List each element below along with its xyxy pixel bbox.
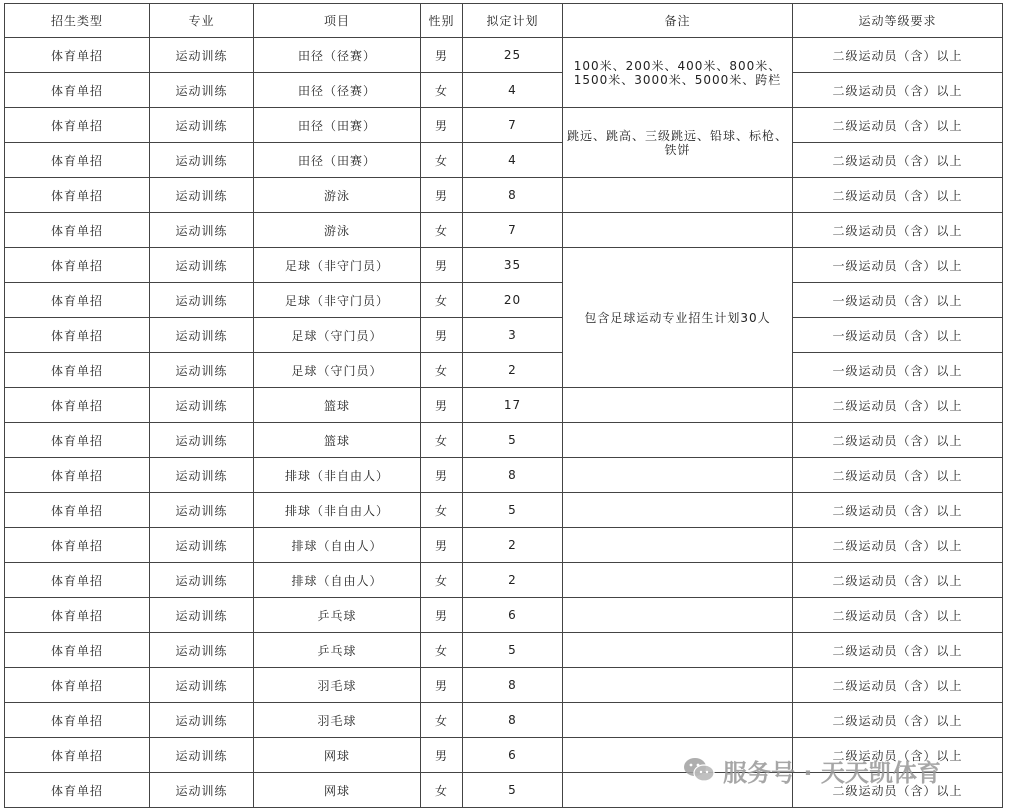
cell-event: 排球（自由人）	[254, 563, 421, 598]
cell-plan: 6	[463, 598, 563, 633]
column-header: 运动等级要求	[793, 4, 1003, 38]
cell-gender: 女	[421, 423, 463, 458]
cell-major: 运动训练	[150, 388, 254, 423]
table-header-row	[5, 4, 1003, 38]
table-row	[5, 283, 1003, 318]
cell-admission-type: 体育单招	[5, 143, 150, 178]
cell-gender: 女	[421, 703, 463, 738]
cell-admission-type: 体育单招	[5, 73, 150, 108]
table-row	[5, 703, 1003, 738]
cell-note	[563, 563, 793, 598]
cell-admission-type: 体育单招	[5, 423, 150, 458]
cell-event: 田径（田赛）	[254, 143, 421, 178]
column-header: 性别	[421, 4, 463, 38]
cell-event: 篮球	[254, 388, 421, 423]
cell-plan: 4	[463, 73, 563, 108]
cell-gender: 女	[421, 283, 463, 318]
cell-gender: 男	[421, 528, 463, 563]
cell-admission-type: 体育单招	[5, 458, 150, 493]
cell-event: 羽毛球	[254, 668, 421, 703]
cell-plan: 20	[463, 283, 563, 318]
cell-level-requirement: 二级运动员（含）以上	[793, 143, 1003, 178]
cell-plan: 4	[463, 143, 563, 178]
cell-major: 运动训练	[150, 563, 254, 598]
cell-gender: 女	[421, 213, 463, 248]
cell-event: 乒乓球	[254, 598, 421, 633]
cell-plan: 17	[463, 388, 563, 423]
cell-admission-type: 体育单招	[5, 283, 150, 318]
cell-plan: 5	[463, 773, 563, 808]
wechat-icon	[683, 756, 715, 784]
cell-gender: 男	[421, 738, 463, 773]
table-row	[5, 248, 1003, 283]
table-row	[5, 73, 1003, 108]
cell-admission-type: 体育单招	[5, 213, 150, 248]
cell-admission-type: 体育单招	[5, 563, 150, 598]
cell-admission-type: 体育单招	[5, 353, 150, 388]
cell-level-requirement: 二级运动员（含）以上	[793, 38, 1003, 73]
cell-admission-type: 体育单招	[5, 38, 150, 73]
cell-level-requirement: 二级运动员（含）以上	[793, 773, 1003, 808]
column-header: 拟定计划	[463, 4, 563, 38]
cell-event: 足球（守门员）	[254, 318, 421, 353]
cell-note: 跳远、跳高、三级跳远、铅球、标枪、铁饼	[563, 108, 793, 178]
cell-gender: 男	[421, 458, 463, 493]
table-row	[5, 458, 1003, 493]
column-header: 项目	[254, 4, 421, 38]
cell-admission-type: 体育单招	[5, 528, 150, 563]
cell-event: 网球	[254, 738, 421, 773]
cell-gender: 男	[421, 388, 463, 423]
cell-level-requirement: 二级运动员（含）以上	[793, 668, 1003, 703]
cell-note	[563, 598, 793, 633]
cell-note	[563, 668, 793, 703]
cell-plan: 8	[463, 178, 563, 213]
cell-level-requirement: 二级运动员（含）以上	[793, 73, 1003, 108]
cell-major: 运动训练	[150, 283, 254, 318]
table-row	[5, 388, 1003, 423]
cell-level-requirement: 一级运动员（含）以上	[793, 283, 1003, 318]
cell-plan: 2	[463, 528, 563, 563]
cell-event: 排球（非自由人）	[254, 458, 421, 493]
admissions-table	[4, 3, 1003, 808]
cell-event: 排球（非自由人）	[254, 493, 421, 528]
cell-level-requirement: 二级运动员（含）以上	[793, 633, 1003, 668]
cell-level-requirement: 二级运动员（含）以上	[793, 598, 1003, 633]
cell-level-requirement: 二级运动员（含）以上	[793, 388, 1003, 423]
cell-plan: 7	[463, 213, 563, 248]
cell-plan: 6	[463, 738, 563, 773]
cell-major: 运动训练	[150, 213, 254, 248]
cell-note	[563, 178, 793, 213]
cell-major: 运动训练	[150, 423, 254, 458]
cell-admission-type: 体育单招	[5, 773, 150, 808]
cell-admission-type: 体育单招	[5, 388, 150, 423]
cell-event: 篮球	[254, 423, 421, 458]
cell-admission-type: 体育单招	[5, 633, 150, 668]
cell-major: 运动训练	[150, 528, 254, 563]
cell-plan: 5	[463, 633, 563, 668]
table-row	[5, 108, 1003, 143]
cell-admission-type: 体育单招	[5, 738, 150, 773]
cell-plan: 25	[463, 38, 563, 73]
cell-major: 运动训练	[150, 318, 254, 353]
cell-note	[563, 213, 793, 248]
cell-major: 运动训练	[150, 73, 254, 108]
watermark	[683, 752, 941, 788]
table-row	[5, 668, 1003, 703]
cell-event: 乒乓球	[254, 633, 421, 668]
table-row	[5, 633, 1003, 668]
watermark-text: 服务号 · 天天凯体育	[723, 758, 941, 787]
cell-major: 运动训练	[150, 178, 254, 213]
cell-major: 运动训练	[150, 773, 254, 808]
cell-gender: 女	[421, 563, 463, 598]
cell-admission-type: 体育单招	[5, 108, 150, 143]
cell-major: 运动训练	[150, 248, 254, 283]
cell-level-requirement: 二级运动员（含）以上	[793, 738, 1003, 773]
cell-gender: 女	[421, 73, 463, 108]
cell-note	[563, 703, 793, 738]
cell-admission-type: 体育单招	[5, 248, 150, 283]
cell-note	[563, 423, 793, 458]
cell-level-requirement: 二级运动员（含）以上	[793, 213, 1003, 248]
cell-event: 排球（自由人）	[254, 528, 421, 563]
cell-note	[563, 388, 793, 423]
cell-event: 游泳	[254, 213, 421, 248]
cell-event: 羽毛球	[254, 703, 421, 738]
cell-event: 足球（非守门员）	[254, 248, 421, 283]
cell-admission-type: 体育单招	[5, 178, 150, 213]
cell-admission-type: 体育单招	[5, 493, 150, 528]
cell-major: 运动训练	[150, 738, 254, 773]
cell-event: 网球	[254, 773, 421, 808]
table-row	[5, 423, 1003, 458]
cell-gender: 男	[421, 248, 463, 283]
cell-level-requirement: 二级运动员（含）以上	[793, 178, 1003, 213]
cell-major: 运动训练	[150, 353, 254, 388]
cell-gender: 男	[421, 318, 463, 353]
cell-gender: 女	[421, 773, 463, 808]
cell-admission-type: 体育单招	[5, 703, 150, 738]
cell-gender: 女	[421, 493, 463, 528]
cell-note	[563, 633, 793, 668]
column-header: 招生类型	[5, 4, 150, 38]
cell-gender: 女	[421, 143, 463, 178]
table-row	[5, 353, 1003, 388]
cell-level-requirement: 二级运动员（含）以上	[793, 458, 1003, 493]
cell-plan: 5	[463, 493, 563, 528]
cell-plan: 8	[463, 668, 563, 703]
cell-major: 运动训练	[150, 38, 254, 73]
column-header: 备注	[563, 4, 793, 38]
cell-note	[563, 493, 793, 528]
cell-major: 运动训练	[150, 458, 254, 493]
cell-admission-type: 体育单招	[5, 598, 150, 633]
cell-plan: 5	[463, 423, 563, 458]
cell-level-requirement: 二级运动员（含）以上	[793, 528, 1003, 563]
cell-admission-type: 体育单招	[5, 318, 150, 353]
cell-major: 运动训练	[150, 493, 254, 528]
cell-major: 运动训练	[150, 143, 254, 178]
cell-gender: 女	[421, 353, 463, 388]
table-row	[5, 213, 1003, 248]
cell-event: 游泳	[254, 178, 421, 213]
table-row	[5, 318, 1003, 353]
cell-event: 田径（径赛）	[254, 73, 421, 108]
cell-admission-type: 体育单招	[5, 668, 150, 703]
cell-gender: 男	[421, 38, 463, 73]
cell-gender: 女	[421, 633, 463, 668]
cell-level-requirement: 二级运动员（含）以上	[793, 493, 1003, 528]
cell-note: 100米、200米、400米、800米、1500米、3000米、5000米、跨栏	[563, 38, 793, 108]
cell-major: 运动训练	[150, 668, 254, 703]
cell-major: 运动训练	[150, 633, 254, 668]
cell-note: 包含足球运动专业招生计划30人	[563, 248, 793, 388]
cell-gender: 男	[421, 178, 463, 213]
table-row	[5, 528, 1003, 563]
cell-plan: 8	[463, 703, 563, 738]
cell-level-requirement: 二级运动员（含）以上	[793, 108, 1003, 143]
cell-event: 足球（非守门员）	[254, 283, 421, 318]
cell-level-requirement: 二级运动员（含）以上	[793, 563, 1003, 598]
table-row	[5, 493, 1003, 528]
cell-plan: 2	[463, 563, 563, 598]
cell-gender: 男	[421, 108, 463, 143]
cell-major: 运动训练	[150, 703, 254, 738]
cell-plan: 8	[463, 458, 563, 493]
cell-level-requirement: 二级运动员（含）以上	[793, 423, 1003, 458]
cell-level-requirement: 一级运动员（含）以上	[793, 353, 1003, 388]
cell-level-requirement: 二级运动员（含）以上	[793, 703, 1003, 738]
cell-event: 田径（田赛）	[254, 108, 421, 143]
table-row	[5, 143, 1003, 178]
table-row	[5, 598, 1003, 633]
cell-level-requirement: 一级运动员（含）以上	[793, 318, 1003, 353]
cell-plan: 2	[463, 353, 563, 388]
cell-note	[563, 528, 793, 563]
cell-plan: 3	[463, 318, 563, 353]
table-row	[5, 178, 1003, 213]
cell-level-requirement: 一级运动员（含）以上	[793, 248, 1003, 283]
column-header: 专业	[150, 4, 254, 38]
table-row	[5, 563, 1003, 598]
table-row	[5, 38, 1003, 73]
cell-plan: 7	[463, 108, 563, 143]
cell-gender: 男	[421, 668, 463, 703]
cell-event: 田径（径赛）	[254, 38, 421, 73]
cell-plan: 35	[463, 248, 563, 283]
cell-major: 运动训练	[150, 598, 254, 633]
cell-gender: 男	[421, 598, 463, 633]
cell-event: 足球（守门员）	[254, 353, 421, 388]
cell-note	[563, 458, 793, 493]
cell-major: 运动训练	[150, 108, 254, 143]
